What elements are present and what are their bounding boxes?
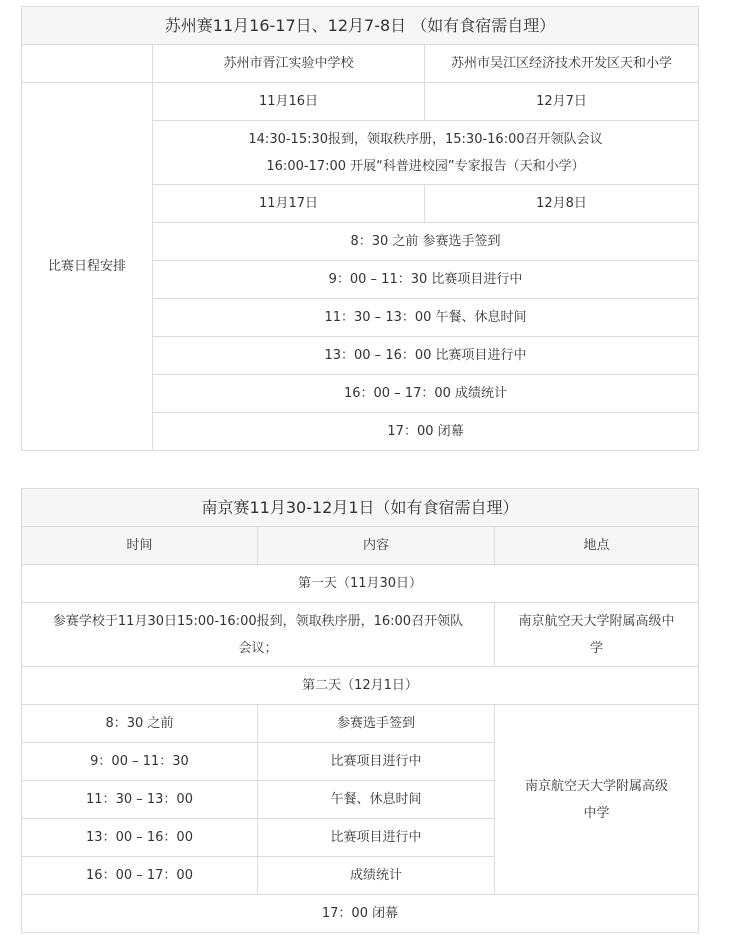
schedule-item: 13：00 – 16：00 比赛项目进行中	[153, 337, 699, 375]
time-cell: 13：00 – 16：00	[22, 819, 258, 857]
day1-activities	[153, 121, 699, 185]
col-content-header: 内容	[258, 527, 495, 565]
schedule-row-label: 比赛日程安排	[22, 83, 153, 451]
content-cell: 参赛选手签到	[258, 705, 495, 743]
day2-place-line-1: 南京航空天大学附属高级	[524, 778, 668, 794]
content-cell: 午餐、休息时间	[258, 781, 495, 819]
day2-date-b: 12月8日	[425, 185, 699, 223]
nanjing-schedule-table	[21, 488, 699, 933]
day1-place-line-2: 学	[589, 640, 603, 656]
day1-content-line-2: 会议；	[238, 640, 278, 656]
time-cell: 9：00 – 11：30	[22, 743, 258, 781]
day2-date-a: 11月17日	[153, 185, 425, 223]
day1-place	[495, 603, 699, 667]
day1-place-line-1: 南京航空天大学附属高级中	[518, 613, 675, 629]
day1-content-line-1: 参赛学校于11月30日15:00-16:00报到，领取秩序册，16:00召开领队	[52, 613, 464, 629]
content-cell: 成绩统计	[258, 857, 495, 895]
suzhou-title: 苏州赛11月16-17日、12月7-8日 （如有食宿需自理）	[22, 7, 699, 45]
schedule-item: 17：00 闭幕	[153, 413, 699, 451]
content-cell: 比赛项目进行中	[258, 819, 495, 857]
col-time-header: 时间	[22, 527, 258, 565]
content-cell: 比赛项目进行中	[258, 743, 495, 781]
day1-line-1: 14:30-15:30报到，领取秩序册，15:30-16:00召开领队会议	[248, 131, 603, 147]
day2-place	[495, 705, 699, 895]
closing-row: 17：00 闭幕	[22, 895, 699, 933]
day1-content	[22, 603, 495, 667]
nanjing-title: 南京赛11月30-12月1日（如有食宿需自理）	[22, 489, 699, 527]
suzhou-schedule-table	[21, 6, 699, 451]
time-cell: 16：00 – 17：00	[22, 857, 258, 895]
schedule-item: 16：00 – 17：00 成绩统计	[153, 375, 699, 413]
day1-date-b: 12月7日	[425, 83, 699, 121]
day1-line-2: 16:00-17:00 开展“科普进校园”专家报告（天和小学）	[266, 158, 585, 174]
schedule-item: 11：30 – 13：00 午餐、休息时间	[153, 299, 699, 337]
col-place-header: 地点	[495, 527, 699, 565]
day1-label: 第一天（11月30日）	[22, 565, 699, 603]
empty-cell	[22, 45, 153, 83]
time-cell: 8：30 之前	[22, 705, 258, 743]
day1-date-a: 11月16日	[153, 83, 425, 121]
day2-label: 第二天（12月1日）	[22, 667, 699, 705]
schedule-item: 8：30 之前 参赛选手签到	[153, 223, 699, 261]
venue-a: 苏州市胥江实验中学校	[153, 45, 425, 83]
day2-place-line-2: 中学	[583, 805, 610, 821]
schedule-item: 9：00 – 11：30 比赛项目进行中	[153, 261, 699, 299]
venue-b: 苏州市吴江区经济技术开发区天和小学	[425, 45, 699, 83]
time-cell: 11：30 – 13：00	[22, 781, 258, 819]
